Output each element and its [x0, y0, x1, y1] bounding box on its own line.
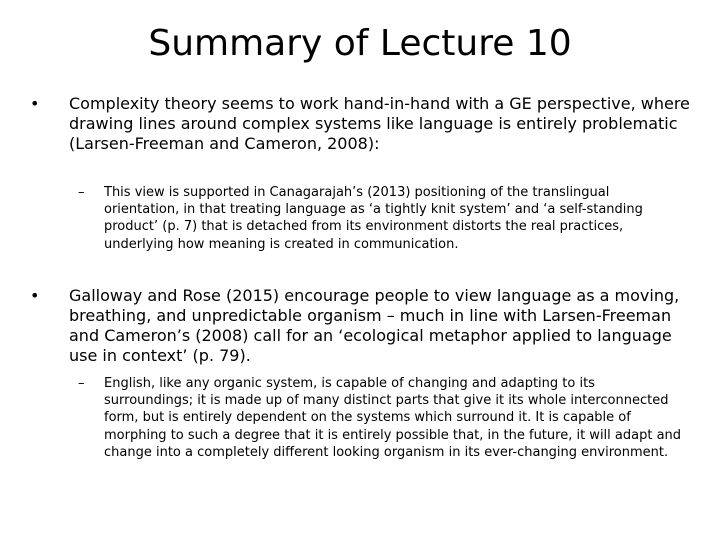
sub-bullet-item: [78, 375, 688, 461]
bullet-text: Galloway and Rose (2015) encourage people to view language as a moving, breathing, and unpredictable organism – much in line with Larsen-Freeman and Cameron’s (2008) call for an ‘ecological metaphor applied to language use in context’ (p. 79).: [69, 286, 680, 365]
sub-bullet-marker: –: [78, 185, 85, 200]
sub-bullet-marker: –: [78, 376, 85, 391]
sub-bullet-text: This view is supported in Canagarajah’s (2013) positioning of the translingual orientation, in that treating language as ‘a tightly knit system’ and ‘a self-standing product’ (p. 7) that is detached from its environment distorts the real practices, underlying how meaning is created in communication.: [104, 185, 643, 252]
bullet-text: Complexity theory seems to work hand-in-hand with a GE perspective, where drawing lines around complex systems like language is entirely problematic (Larsen-Freeman and Cameron, 2008):: [69, 94, 690, 153]
bullet-marker: •: [30, 286, 40, 305]
bullet-marker: •: [30, 94, 40, 113]
sub-bullet-text: English, like any organic system, is capable of changing and adapting to its surroundings; it is made up of many distinct parts that give it its whole interconnected form, but is entirely dependent on the systems which surround it. It is capable of morphing to such a degree that it is entirely possible that, in the future, it will adapt and change into a completely different looking organism in its ever-changing environment.: [104, 376, 682, 460]
slide-title: Summary of Lecture 10: [148, 23, 572, 64]
bullet-item: [30, 94, 690, 154]
sub-bullet-item: [78, 184, 688, 253]
bullet-item: [30, 286, 690, 366]
